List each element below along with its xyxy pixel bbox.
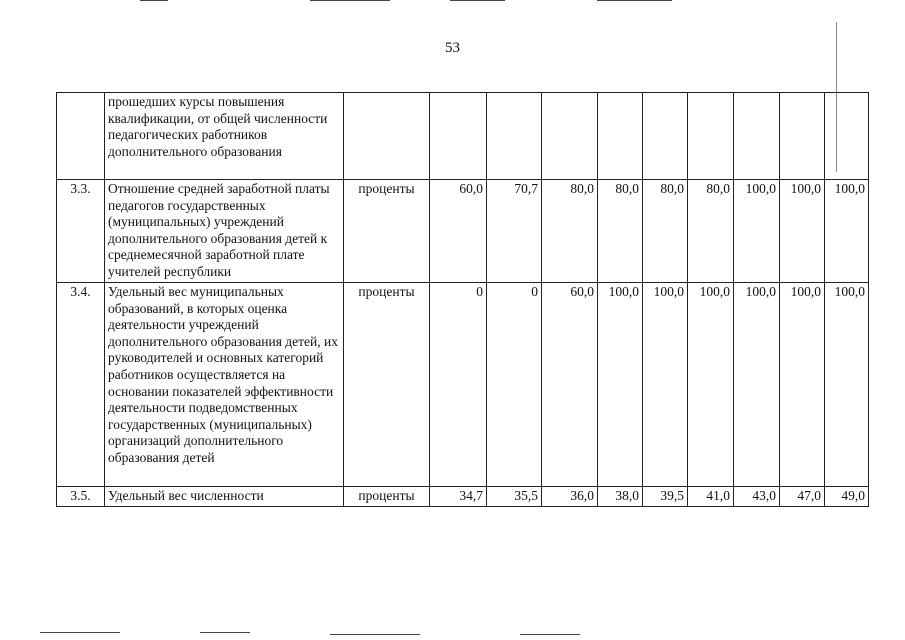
- scan-artifact-bottom-3: [330, 634, 420, 635]
- value-cell: 100,0: [734, 180, 780, 283]
- value-cell: 47,0: [780, 487, 825, 507]
- table-row: [57, 487, 869, 507]
- value-cell: 35,5: [487, 487, 542, 507]
- table-row: [57, 180, 869, 283]
- value-cell: 60,0: [542, 283, 598, 487]
- unit-cell: проценты: [344, 180, 430, 283]
- scan-artifact-top-4: [597, 0, 672, 1]
- row-number: [57, 93, 105, 180]
- value-cell: [688, 93, 734, 180]
- row-number: 3.5.: [57, 487, 105, 507]
- indicators-table: [56, 92, 869, 507]
- value-cell: 100,0: [780, 180, 825, 283]
- unit-cell: проценты: [344, 283, 430, 487]
- value-cell: 80,0: [542, 180, 598, 283]
- value-cell: 60,0: [430, 180, 487, 283]
- indicator-description: Удельный вес муниципальных образований, в которых оценка деятельности учреждений дополнительного образования детей, их руководителей и основных категорий работников осуществляется на основании показателей эффективности деятельности подведомственных государственных (муниципальных) организаций дополнительного образования детей: [105, 283, 344, 487]
- value-cell: [780, 93, 825, 180]
- scan-artifact-top-1: [140, 0, 168, 1]
- value-cell: [643, 93, 688, 180]
- value-cell: 0: [487, 283, 542, 487]
- value-cell: [542, 93, 598, 180]
- value-cell: 34,7: [430, 487, 487, 507]
- value-cell: 38,0: [598, 487, 643, 507]
- row-number: 3.4.: [57, 283, 105, 487]
- value-cell: [430, 93, 487, 180]
- unit-cell: проценты: [344, 487, 430, 507]
- value-cell: 100,0: [643, 283, 688, 487]
- scan-artifact-top-3: [450, 0, 505, 1]
- value-cell: 80,0: [598, 180, 643, 283]
- value-cell: 100,0: [688, 283, 734, 487]
- indicator-description: Удельный вес численности: [105, 487, 344, 507]
- row-number: 3.3.: [57, 180, 105, 283]
- value-cell: 100,0: [825, 283, 869, 487]
- table-row: [57, 93, 869, 180]
- scan-artifact-top-2: [310, 0, 390, 1]
- indicator-description: Отношение средней заработной платы педагогов государственных (муниципальных) учреждений дополнительного образования детей к среднемесячной заработной плате учителей республики: [105, 180, 344, 283]
- value-cell: 41,0: [688, 487, 734, 507]
- value-cell: [598, 93, 643, 180]
- page-number: 53: [445, 40, 460, 56]
- value-cell: 36,0: [542, 487, 598, 507]
- value-cell: 70,7: [487, 180, 542, 283]
- value-cell: 39,5: [643, 487, 688, 507]
- unit-cell: [344, 93, 430, 180]
- value-cell: [825, 93, 869, 180]
- value-cell: 100,0: [734, 283, 780, 487]
- value-cell: 100,0: [780, 283, 825, 487]
- value-cell: 43,0: [734, 487, 780, 507]
- value-cell: 49,0: [825, 487, 869, 507]
- value-cell: 80,0: [688, 180, 734, 283]
- value-cell: 0: [430, 283, 487, 487]
- value-cell: 80,0: [643, 180, 688, 283]
- value-cell: [734, 93, 780, 180]
- indicator-description: прошедших курсы повышения квалификации, от общей численности педагогических работников дополнительного образования: [105, 93, 344, 180]
- value-cell: [487, 93, 542, 180]
- scan-artifact-bottom-1: [40, 632, 120, 633]
- value-cell: 100,0: [598, 283, 643, 487]
- value-cell: 100,0: [825, 180, 869, 283]
- table-row: [57, 283, 869, 487]
- scan-artifact-bottom-2: [200, 632, 250, 633]
- scan-artifact-bottom-4: [520, 634, 580, 635]
